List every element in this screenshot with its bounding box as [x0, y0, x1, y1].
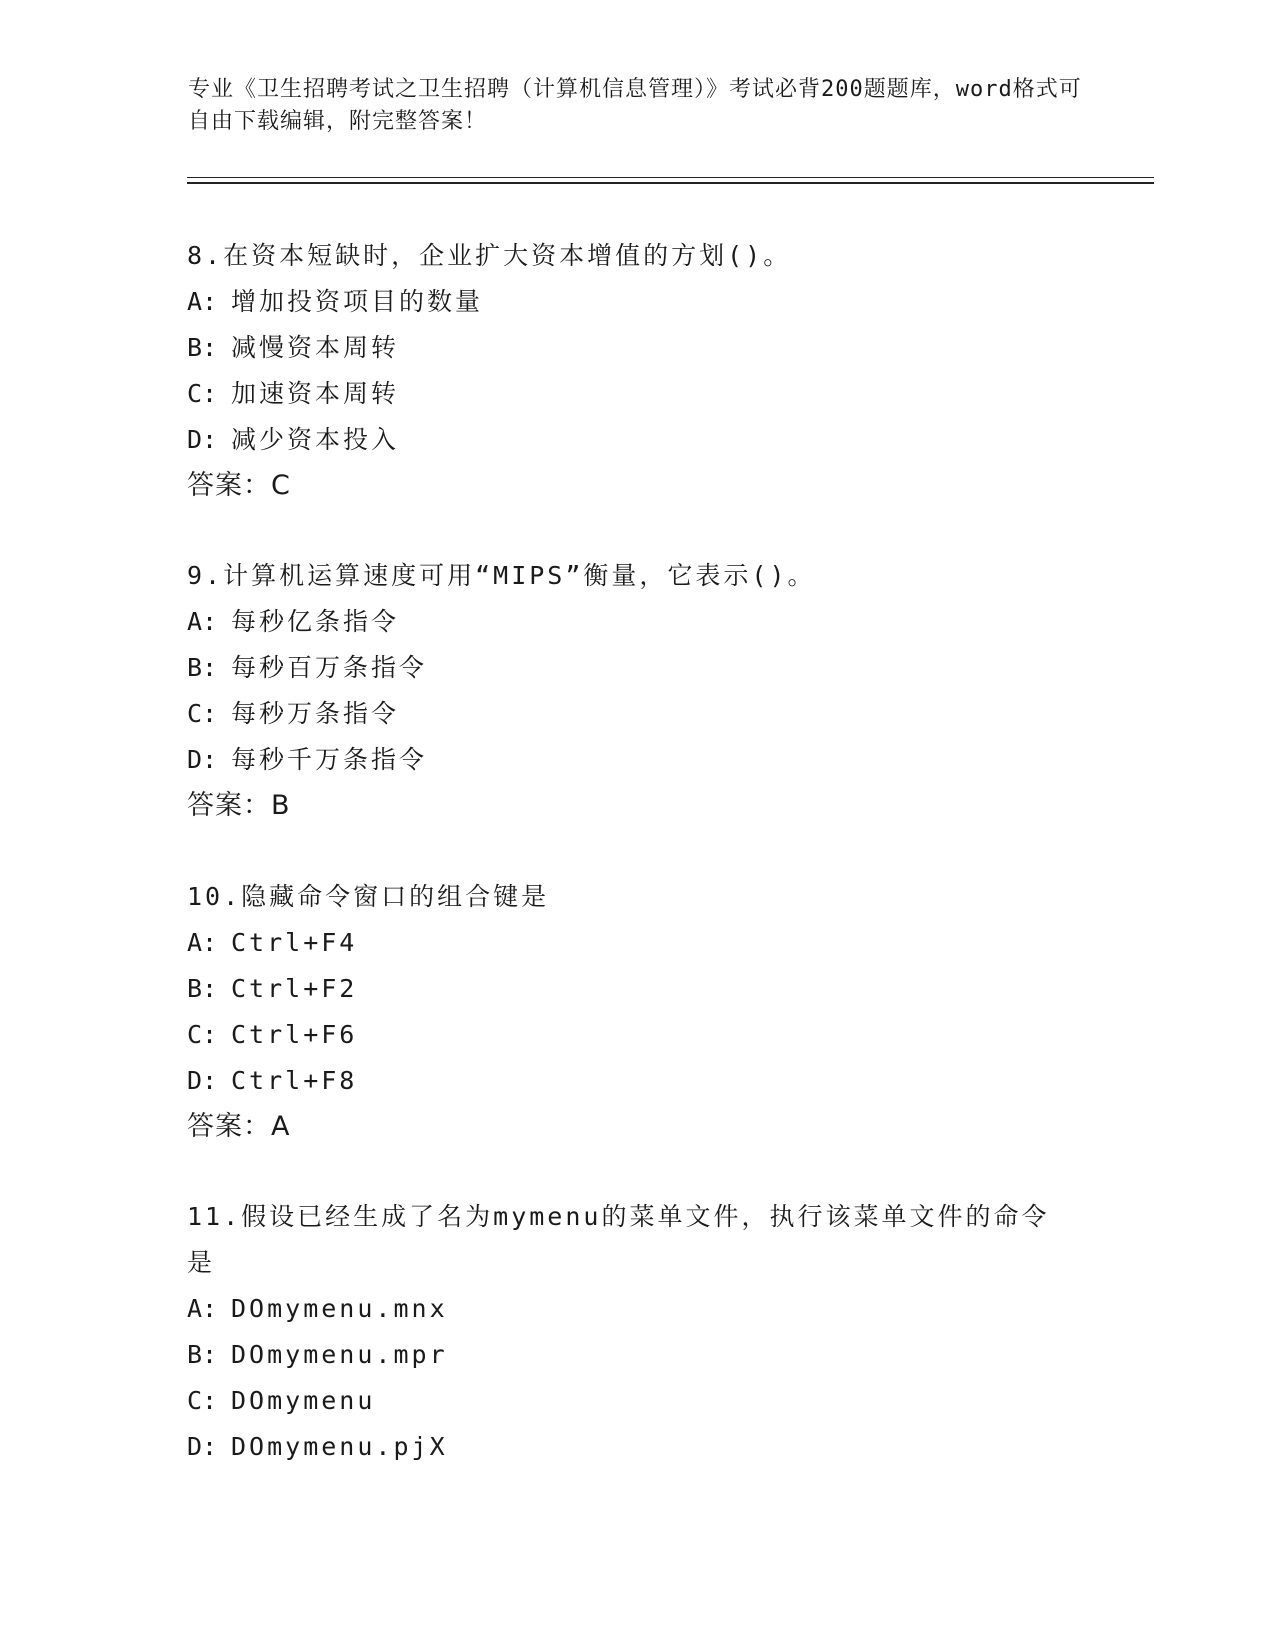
question-block	[187, 233, 1087, 509]
answer-text: 答案：A	[187, 1111, 291, 1142]
option-a: A: 每秒亿条指令	[187, 607, 400, 636]
answer-text: 答案：C	[187, 470, 291, 501]
option-a: A: Ctrl+F4	[187, 928, 358, 957]
option-b: B: DOmymenu.mpr	[187, 1340, 448, 1369]
option-d: D: 每秒千万条指令	[187, 745, 428, 774]
question-block	[187, 553, 1087, 829]
question-block	[187, 874, 1087, 1150]
question-block	[187, 1194, 1087, 1470]
option-b: B: Ctrl+F2	[187, 974, 358, 1003]
option-c: C: 每秒万条指令	[187, 699, 400, 728]
header-divider-thin	[187, 177, 1154, 178]
answer-text: 答案：B	[187, 790, 291, 821]
option-d: D: 减少资本投入	[187, 425, 400, 454]
option-b: B: 每秒百万条指令	[187, 653, 428, 682]
option-c: C: DOmymenu	[187, 1386, 376, 1415]
question-text: 10.隐藏命令窗口的组合键是	[187, 882, 550, 911]
question-text: 11.假设已经生成了名为mymenu的菜单文件，执行该菜单文件的命令是	[187, 1202, 1050, 1277]
option-c: C: 加速资本周转	[187, 379, 400, 408]
option-d: D: DOmymenu.pjX	[187, 1432, 448, 1461]
header-divider-thick	[187, 182, 1154, 184]
question-text: 8.在资本短缺时，企业扩大资本增值的方划()。	[187, 241, 792, 270]
document-header: 专业《卫生招聘考试之卫生招聘（计算机信息管理）》考试必背200题题库，word格式可自由下载编辑，附完整答案！	[188, 77, 1082, 134]
option-d: D: Ctrl+F8	[187, 1066, 358, 1095]
option-a: A: DOmymenu.mnx	[187, 1294, 448, 1323]
option-c: C: Ctrl+F6	[187, 1020, 358, 1049]
question-text: 9.计算机运算速度可用“MIPS”衡量，它表示()。	[187, 561, 816, 590]
option-a: A: 增加投资项目的数量	[187, 287, 484, 316]
option-b: B: 减慢资本周转	[187, 333, 400, 362]
